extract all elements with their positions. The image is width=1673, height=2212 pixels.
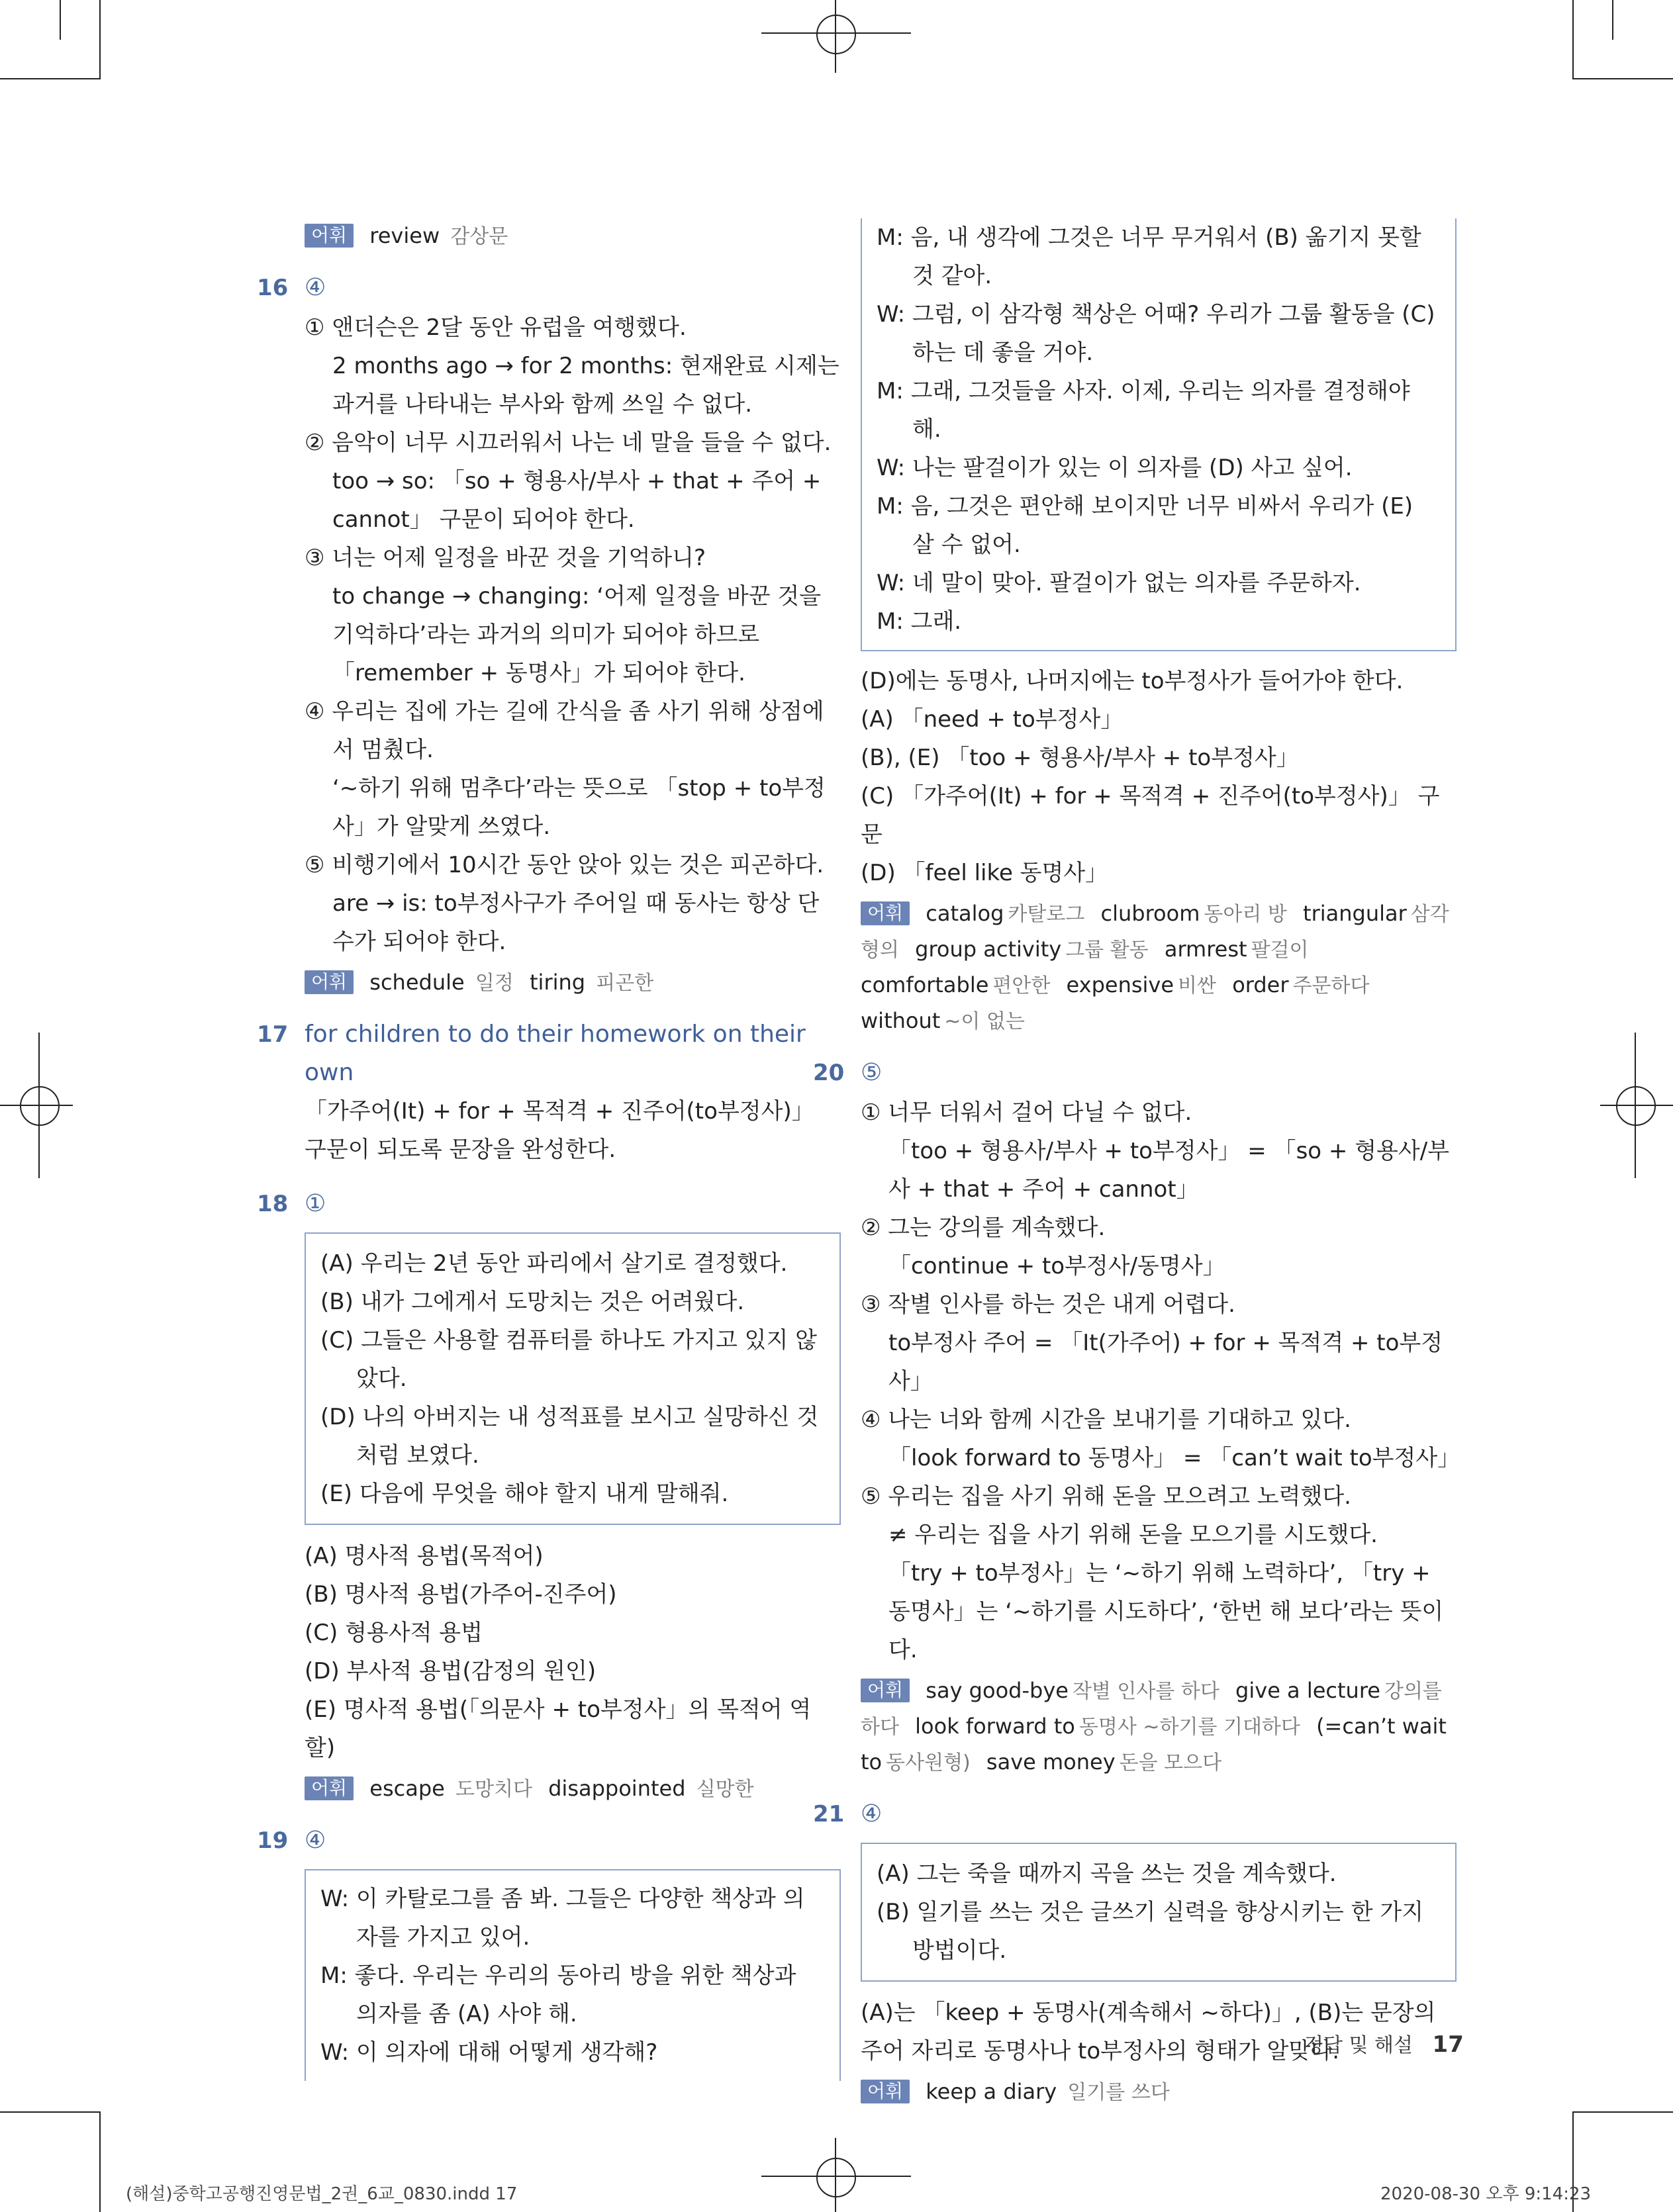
crop-mark <box>99 2111 101 2212</box>
question-number: 16 <box>257 275 289 301</box>
registration-mark <box>835 0 836 73</box>
question-number: 20 <box>813 1060 845 1086</box>
answer-choice: ⑤ <box>861 1059 883 1086</box>
registration-mark <box>835 2138 836 2212</box>
question-number: 21 <box>813 1801 845 1827</box>
page-footer <box>1304 2029 1464 2058</box>
crop-mark <box>1574 2111 1673 2113</box>
registration-mark <box>816 2158 856 2197</box>
vocab-line: 어휘 escape 도망치다 disappointed 실망한 <box>305 1771 841 1807</box>
registration-mark <box>761 2176 911 2177</box>
registration-mark <box>1600 1105 1673 1106</box>
vocab-line: 어휘 catalog 카탈로그 clubroom 동아리 방 triangular 삼각형의 group activity 그룹 활동 armrest 팔걸이 comfortable 편안한 expensive 비싼 order 주문하다 without ~이 없는 <box>861 901 1449 1033</box>
registration-mark <box>761 32 911 34</box>
left-column <box>257 218 841 2081</box>
question-number: 18 <box>257 1191 289 1217</box>
vocab-tag: 어휘 <box>861 1679 910 1702</box>
question-21-sentence-box: (A) 그는 죽을 때까지 곡을 쓰는 것을 계속했다. (B) 일기를 쓰는 것은 글쓰기 실력을 향상시키는 한 가지 방법이다. <box>861 1843 1457 1982</box>
answer-choice: ④ <box>305 274 326 301</box>
answer-choice: ④ <box>861 1800 883 1827</box>
registration-mark <box>38 1033 40 1178</box>
vocab-tag: 어휘 <box>305 224 354 248</box>
crop-mark <box>1572 0 1574 79</box>
file-name: (해설)중학고공행진영문법_2권_6교_0830.indd 17 <box>126 2184 518 2204</box>
vocab-tag: 어휘 <box>305 970 354 994</box>
question-18-header <box>257 1185 841 1224</box>
crop-mark <box>60 0 61 40</box>
question-number: 17 <box>257 1021 289 1048</box>
print-timestamp: 2020-08-30 오후 9:14:23 <box>1380 2184 1592 2204</box>
crop-mark <box>1574 78 1673 79</box>
page-number: 17 <box>1432 2031 1464 2058</box>
registration-mark <box>816 15 856 54</box>
question-17-explanation: 「가주어(It) + for + 목적격 + 진주어(to부정사)」 구문이 되도록 문장을 완성한다. <box>305 1098 814 1163</box>
section-title: 정답 및 해설 <box>1304 2034 1413 2057</box>
question-19-explanation: (D)에는 동명사, 나머지에는 to부정사가 들어가야 한다. (A) 「need + to부정사」 (B), (E) 「too + 형용사/부사 + to부정사」 (C) 「가주어(It) + for + 목적격 + 진주어(to부정사)」 구문 (D) 「feel like 동명사」 <box>861 668 1440 886</box>
crop-mark <box>0 78 99 79</box>
question-20-header <box>813 1054 1457 1093</box>
crop-mark <box>99 0 101 79</box>
registration-mark <box>0 1105 73 1106</box>
question-21-explanation: (A)는 「keep + 동명사(계속해서 ~하다)」, (B)는 문장의 주어 자리로 동명사나 to부정사의 형태가 알맞다. <box>861 2000 1436 2064</box>
question-19-dialog-box-continued: M: 음, 내 생각에 그것은 너무 무거워서 (B) 옮기지 못할 것 같아. W: 그럼, 이 삼각형 책상은 어때? 우리가 그룹 활동을 (C) 하는 데 좋을 거야. M: 그래, 그것들을 사자. 이제, 우리는 의자를 결정해야 해. W: 나는 팔걸이가 있는 이 의자를 (D) 사고 싶어. M: 음, 그것은 편안해 보이지만 너무 비싸서 우리가 (E) 살 수 없어. W: 네 말이 맞아. 팔걸이가 없는 의자를 주문하자. M: 그래. <box>861 218 1457 651</box>
question-16-header <box>257 269 841 308</box>
answer-choice: ④ <box>305 1827 326 1854</box>
vocab-tag: 어휘 <box>861 2080 910 2103</box>
question-20-explanation: ① 너무 더워서 걸어 다닐 수 없다. 「too + 형용사/부사 + to부정사」 = 「so + 형용사/부사 + that + 주어 + cannot」 ② 그는 강의를 계속했다. 「continue + to부정사/동명사」 ③ 작별 인사를 하는 것은 내게 어렵다. to부정사 주어 = 「It(가주어) + for + 목적격 + to부정사」 ④ 나는 너와 함께 시간을 보내기를 기대하고 있다. 「look forward to 동명사」 = 「can’t wait to부정사」 ⑤ 우리는 집을 사기 위해 돈을 모으려고 노력했다. ≠ 우리는 집을 사기 위해 돈을 모으기를 시도했다. 「try + to부정사」는 ‘~하기 위해 노력하다’, 「try + 동명사」는 ‘~하기를 시도하다’, ‘한번 해 보다’라는 뜻이다. <box>861 1099 1460 1663</box>
crop-mark <box>1612 0 1613 40</box>
question-19-header <box>257 1821 841 1861</box>
question-19-dialog-box: W: 이 카탈로그를 좀 봐. 그들은 다양한 책상과 의자를 가지고 있어. M: 좋다. 우리는 우리의 동아리 방을 위한 책상과 의자를 좀 (A) 사야 해. W: 이 의자에 대해 어떻게 생각해? <box>305 1869 841 2081</box>
question-21-header <box>813 1795 1457 1835</box>
registration-mark <box>1635 1033 1636 1178</box>
vocab-line: 어휘 schedule 일정 tiring 피곤한 <box>305 965 841 1001</box>
vocab-tag: 어휘 <box>305 1776 354 1800</box>
registration-mark <box>1616 1086 1656 1126</box>
vocab-line: 어휘 review 감상문 <box>305 218 841 254</box>
crop-mark <box>0 2111 99 2113</box>
question-18-explanation: (A) 명사적 용법(목적어) (B) 명사적 용법(가주어-진주어) (C) 형용사적 용법 (D) 부사적 용법(감정의 원인) (E) 명사적 용법(「의문사 + to부정사」의 목적어 역할) <box>305 1543 812 1761</box>
question-16-explanation: ① 앤더슨은 2달 동안 유럽을 여행했다. 2 months ago → for 2 months: 현재완료 시제는 과거를 나타내는 부사와 함께 쓰일 수 없다. ② 음악이 너무 시끄러워서 나는 네 말을 들을 수 없다. too → so: 「so + 형용사/부사 + that + 주어 + cannot」 구문이 되어야 한다. ③ 너는 어제 일정을 바꾼 것을 기억하니? to change → changing: ‘어제 일정을 바꾼 것을 기억하다’라는 과거의 의미가 되어야 하므로 「remember + 동명사」가 되어야 한다. ④ 우리는 집에 가는 길에 간식을 좀 사기 위해 상점에서 멈췄다. ‘~하기 위해 멈추다’라는 뜻으로 「stop + to부정사」가 알맞게 쓰였다. ⑤ 비행기에서 10시간 동안 앉아 있는 것은 피곤하다. are → is: to부정사구가 주어일 때 동사는 항상 단수가 되어야 한다. <box>305 314 839 955</box>
vocab-line: 어휘 say good-bye 작별 인사를 하다 give a lecture 강의를 하다 look forward to 동명사 ~하기를 기대하다 (=can’t wait to 동사원형) save money 돈을 모으다 <box>861 1678 1447 1774</box>
question-18-sentence-box: (A) 우리는 2년 동안 파리에서 살기로 결정했다. (B) 내가 그에게서 도망치는 것은 어려웠다. (C) 그들은 사용할 컴퓨터를 하나도 가지고 있지 않았다. (D) 나의 아버지는 내 성적표를 보시고 실망하신 것처럼 보였다. (E) 다음에 무엇을 해야 할지 내게 말해줘. <box>305 1232 841 1525</box>
right-column <box>813 218 1460 2125</box>
question-number: 19 <box>257 1827 289 1854</box>
answer-choice: ① <box>305 1190 326 1217</box>
question-17-answer: for children to do their homework on their own <box>305 1021 806 1086</box>
vocab-line: 어휘 keep a diary 일기를 쓰다 <box>861 2074 1457 2110</box>
vocab-tag: 어휘 <box>861 901 910 925</box>
registration-mark <box>20 1086 60 1126</box>
